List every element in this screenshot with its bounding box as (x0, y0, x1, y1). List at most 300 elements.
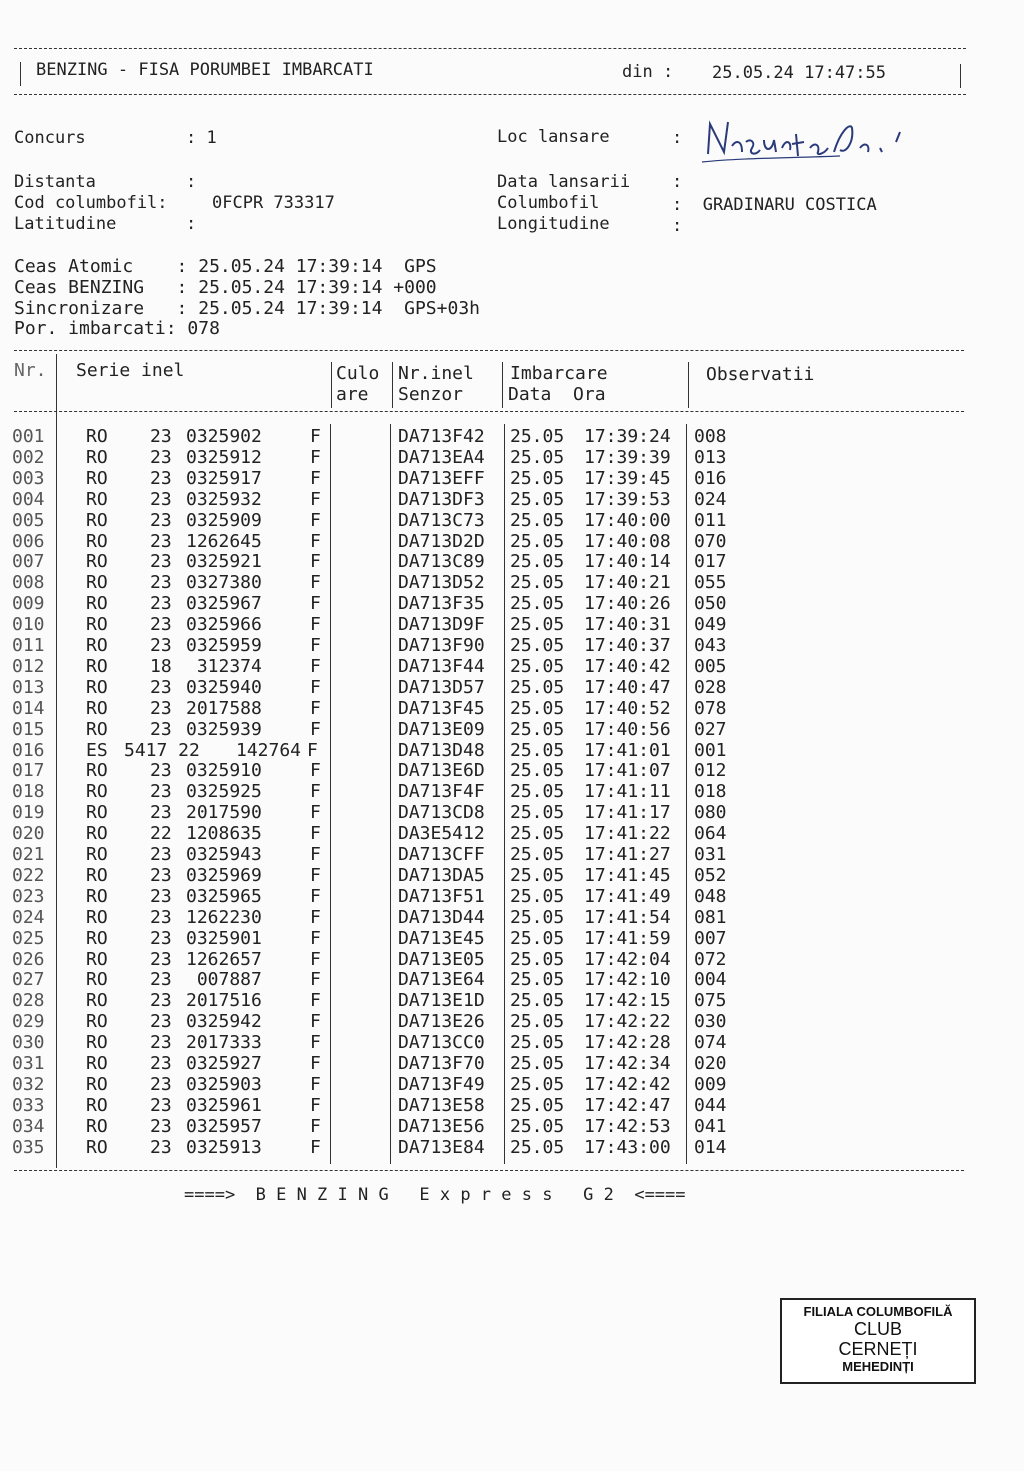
header-senzor: Senzor (398, 384, 464, 405)
cell-inel: 2017588 (186, 697, 262, 719)
cell-an: 23 (150, 467, 172, 489)
cell-nr: 003 (12, 467, 45, 489)
cell-tara: RO (86, 635, 108, 656)
cell-sex: F (310, 655, 321, 677)
cell-inel: 0325925 (186, 781, 262, 803)
cell-ora: 17:41:22 (584, 823, 671, 845)
cell-senzor: DA713E1D (398, 990, 485, 1012)
cell-observatii: 014 (694, 1136, 727, 1158)
cell-sex: F (310, 781, 321, 803)
cell-ora: 17:42:53 (584, 1115, 671, 1137)
longitudine-value: : (672, 216, 683, 236)
cell-senzor: DA713DF3 (398, 488, 485, 510)
cell-tara: RO (86, 676, 108, 698)
cell-senzor: DA713C73 (398, 509, 485, 531)
header-left-bar (20, 62, 21, 86)
cell-tara: RO (86, 969, 108, 991)
cell-observatii: 016 (694, 467, 727, 489)
cell-senzor: DA713EFF (398, 467, 485, 489)
table-row (0, 928, 1024, 949)
cell-ora: 17:40:14 (584, 551, 671, 573)
cell-tara: RO (86, 1136, 108, 1158)
cell-an: 5417 22 (124, 739, 200, 761)
cell-data: 25.05 (510, 781, 565, 803)
table-row (0, 760, 1024, 781)
header-data-ora: Data Ora (508, 384, 606, 405)
loc-lansare-colon: : (672, 128, 683, 148)
cell-ora: 17:41:07 (584, 760, 671, 782)
table-row (0, 740, 1024, 761)
cell-nr: 017 (12, 760, 45, 782)
cell-an: 22 (150, 823, 172, 845)
header-right-bar (960, 64, 961, 88)
cell-an: 23 (150, 781, 172, 803)
header-nr: Nr. (14, 360, 47, 381)
cell-nr: 020 (12, 823, 45, 845)
cell-senzor: DA713E26 (398, 1011, 485, 1033)
cell-nr: 033 (12, 1094, 45, 1116)
cell-tara: RO (86, 823, 108, 845)
cell-ora: 17:39:39 (584, 446, 671, 468)
cell-inel: 0325940 (186, 676, 262, 698)
cell-sex: F (310, 990, 321, 1012)
cell-nr: 028 (12, 990, 45, 1012)
cell-inel: 0325939 (186, 718, 262, 740)
cell-data: 25.05 (510, 906, 565, 928)
cell-observatii: 001 (694, 739, 727, 761)
cell-data: 25.05 (510, 969, 565, 991)
cell-an: 23 (150, 1136, 172, 1158)
cell-an: 23 (150, 593, 172, 615)
table-row (0, 1137, 1024, 1158)
cell-tara: RO (86, 655, 108, 677)
cell-nr: 008 (12, 572, 45, 594)
cell-sex: F (310, 530, 321, 552)
cell-observatii: 007 (694, 927, 727, 949)
col-divider-culoare-header (392, 362, 393, 408)
table-row (0, 823, 1024, 844)
cell-tara: RO (86, 844, 108, 865)
cell-sex: F (310, 1073, 321, 1095)
cell-ora: 17:42:47 (584, 1094, 671, 1116)
footer-benzing-express: ====> B E N Z I N G E x p r e s s G 2 <==== (184, 1185, 686, 1205)
cell-nr: 013 (12, 676, 45, 698)
col-divider-senzor-header (502, 362, 503, 408)
cell-observatii: 048 (694, 885, 727, 907)
cell-nr: 030 (12, 1032, 45, 1054)
cell-data: 25.05 (510, 488, 565, 510)
cell-ora: 17:41:49 (584, 885, 671, 907)
cell-nr: 034 (12, 1115, 45, 1137)
table-row (0, 969, 1024, 990)
distanta-label: Distanta (14, 172, 96, 192)
porumbei-imbarcati-line: Por. imbarcati: 078 (14, 318, 220, 339)
cell-an: 23 (150, 885, 172, 907)
cell-inel: 142764 (236, 739, 302, 761)
cell-observatii: 018 (694, 781, 727, 803)
cell-sex: F (310, 488, 321, 510)
cell-tara: RO (86, 948, 108, 970)
table-row (0, 719, 1024, 740)
cell-tara: RO (86, 530, 108, 552)
cell-observatii: 078 (694, 697, 727, 719)
cell-ora: 17:40:21 (584, 572, 671, 594)
cell-sex: F (310, 1053, 321, 1074)
cell-data: 25.05 (510, 885, 565, 907)
cell-inel: 0325909 (186, 509, 262, 531)
table-row (0, 447, 1024, 468)
cell-nr: 004 (12, 488, 45, 510)
cell-observatii: 027 (694, 718, 727, 740)
stamp-line-4: MEHEDINȚI (842, 1359, 914, 1374)
cell-data: 25.05 (510, 530, 565, 552)
cell-an: 23 (150, 614, 172, 636)
cell-nr: 006 (12, 530, 45, 552)
cell-senzor: DA713D44 (398, 906, 485, 928)
cell-inel: 0325967 (186, 593, 262, 615)
cell-data: 25.05 (510, 739, 565, 761)
cod-columbofil-label: Cod columbofil: (14, 193, 168, 213)
latitudine-label: Latitudine (14, 214, 117, 234)
cell-inel: 0325902 (186, 426, 262, 447)
cell-observatii: 074 (694, 1032, 727, 1054)
data-lansarii-label: Data lansarii (497, 172, 631, 192)
cell-inel: 2017590 (186, 802, 262, 824)
table-row (0, 907, 1024, 928)
cell-data: 25.05 (510, 948, 565, 970)
cell-data: 25.05 (510, 572, 565, 594)
cell-senzor: DA713F35 (398, 593, 485, 615)
cell-data: 25.05 (510, 635, 565, 656)
cell-ora: 17:39:53 (584, 488, 671, 510)
cell-observatii: 009 (694, 1073, 727, 1095)
cell-ora: 17:40:00 (584, 509, 671, 531)
club-stamp (780, 1298, 976, 1384)
cell-an: 23 (150, 1115, 172, 1137)
cell-nr: 012 (12, 655, 45, 677)
cell-an: 23 (150, 802, 172, 824)
cell-an: 23 (150, 509, 172, 531)
table-row (0, 1074, 1024, 1095)
cell-data: 25.05 (510, 446, 565, 468)
cell-sex: F (310, 1032, 321, 1054)
cell-ora: 17:39:45 (584, 467, 671, 489)
cell-inel: 0325942 (186, 1011, 262, 1033)
cell-an: 23 (150, 718, 172, 740)
cell-ora: 17:43:00 (584, 1136, 671, 1158)
cell-observatii: 017 (694, 551, 727, 573)
cell-ora: 17:39:24 (584, 426, 671, 447)
table-row (0, 802, 1024, 823)
cell-data: 25.05 (510, 718, 565, 740)
cell-an: 23 (150, 969, 172, 991)
cell-senzor: DA713F51 (398, 885, 485, 907)
cell-inel: 1262657 (186, 948, 262, 970)
cell-sex: F (310, 1115, 321, 1137)
cell-sex: F (310, 823, 321, 845)
cell-data: 25.05 (510, 697, 565, 719)
cell-tara: RO (86, 614, 108, 636)
cell-sex: F (310, 885, 321, 907)
cell-ora: 17:42:42 (584, 1073, 671, 1095)
cell-ora: 17:41:27 (584, 844, 671, 865)
stamp-line-1: FILIALA COLUMBOFILĂ (803, 1304, 953, 1319)
cell-an: 23 (150, 635, 172, 656)
cell-inel: 2017516 (186, 990, 262, 1012)
cell-data: 25.05 (510, 1011, 565, 1033)
cell-senzor: DA713F4F (398, 781, 485, 803)
concurs-label: Concurs (14, 128, 86, 148)
latitudine-value: : (186, 214, 197, 234)
table-row (0, 531, 1024, 552)
header-nr-inel: Nr.inel (398, 363, 474, 384)
col-divider-serie-header (331, 362, 332, 408)
longitudine-label: Longitudine (497, 214, 610, 234)
cell-ora: 17:42:15 (584, 990, 671, 1012)
cell-an: 23 (150, 1073, 172, 1095)
cell-observatii: 081 (694, 906, 727, 928)
cell-senzor: DA713E84 (398, 1136, 485, 1158)
cell-nr: 018 (12, 781, 45, 803)
cell-observatii: 004 (694, 969, 727, 991)
cell-inel: 0325959 (186, 635, 262, 656)
cell-observatii: 070 (694, 530, 727, 552)
table-row (0, 510, 1024, 531)
cell-tara: ES (86, 739, 108, 761)
table-row (0, 1053, 1024, 1074)
table-row (0, 844, 1024, 865)
cell-data: 25.05 (510, 760, 565, 782)
cell-inel: 0325966 (186, 614, 262, 636)
cell-nr: 010 (12, 614, 45, 636)
cell-sex: F (310, 509, 321, 531)
cell-sex: F (310, 927, 321, 949)
cell-senzor: DA713E64 (398, 969, 485, 991)
cell-ora: 17:41:45 (584, 864, 671, 886)
cell-senzor: DA713CFF (398, 844, 485, 865)
cell-data: 25.05 (510, 426, 565, 447)
cell-observatii: 012 (694, 760, 727, 782)
sincronizare-line: Sincronizare : 25.05.24 17:39:14 GPS+03h (14, 298, 480, 319)
cell-sex: F (310, 1136, 321, 1158)
cell-an: 23 (150, 551, 172, 573)
cod-columbofil-value: 0FCPR 733317 (212, 193, 335, 213)
cell-nr: 016 (12, 739, 45, 761)
cell-inel: 0325932 (186, 488, 262, 510)
cell-inel: 0325957 (186, 1115, 262, 1137)
cell-sex: F (310, 593, 321, 615)
table-row (0, 656, 1024, 677)
cell-data: 25.05 (510, 1032, 565, 1054)
cell-observatii: 055 (694, 572, 727, 594)
cell-nr: 025 (12, 927, 45, 949)
cell-an: 23 (150, 760, 172, 782)
cell-an: 23 (150, 1094, 172, 1116)
table-row (0, 1116, 1024, 1137)
cell-tara: RO (86, 467, 108, 489)
concurs-value: : 1 (186, 128, 217, 148)
ceas-atomic-line: Ceas Atomic : 25.05.24 17:39:14 GPS (14, 256, 437, 277)
table-row (0, 886, 1024, 907)
cell-sex: F (310, 1094, 321, 1116)
cell-data: 25.05 (510, 823, 565, 845)
cell-ora: 17:40:26 (584, 593, 671, 615)
header-culoare-1: Culo (336, 363, 380, 384)
cell-ora: 17:40:08 (584, 530, 671, 552)
cell-observatii: 011 (694, 509, 727, 531)
din-label: din : (622, 62, 674, 82)
cell-data: 25.05 (510, 1136, 565, 1158)
table-row (0, 949, 1024, 970)
cell-an: 23 (150, 572, 172, 594)
cell-nr: 019 (12, 802, 45, 824)
din-value: 25.05.24 17:47:55 (712, 63, 886, 83)
cell-an: 23 (150, 1011, 172, 1033)
cell-senzor: DA713C89 (398, 551, 485, 573)
cell-an: 23 (150, 676, 172, 698)
cell-observatii: 044 (694, 1094, 727, 1116)
header-top-rule (14, 48, 966, 49)
cell-nr: 029 (12, 1011, 45, 1033)
cell-senzor: DA713E09 (398, 718, 485, 740)
cell-observatii: 043 (694, 635, 727, 656)
table-row (0, 635, 1024, 656)
cell-an: 23 (150, 927, 172, 949)
cell-senzor: DA713CC0 (398, 1032, 485, 1054)
table-row (0, 698, 1024, 719)
cell-senzor: DA713EA4 (398, 446, 485, 468)
cell-observatii: 080 (694, 802, 727, 824)
columbofil-value: : GRADINARU COSTICA (672, 195, 877, 215)
cell-tara: RO (86, 1053, 108, 1074)
cell-observatii: 030 (694, 1011, 727, 1033)
cell-nr: 022 (12, 864, 45, 886)
cell-tara: RO (86, 718, 108, 740)
cell-data: 25.05 (510, 614, 565, 636)
cell-observatii: 008 (694, 426, 727, 447)
cell-senzor: DA713CD8 (398, 802, 485, 824)
table-bottom-rule (14, 1170, 964, 1171)
cell-tara: RO (86, 781, 108, 803)
cell-an: 23 (150, 426, 172, 447)
cell-inel: 1208635 (186, 823, 262, 845)
cell-data: 25.05 (510, 990, 565, 1012)
cell-inel: 0325901 (186, 927, 262, 949)
cell-nr: 026 (12, 948, 45, 970)
table-row (0, 572, 1024, 593)
header-bottom-rule (14, 94, 966, 95)
cell-sex: F (310, 969, 321, 991)
cell-senzor: DA713F90 (398, 635, 485, 656)
header-observatii: Observatii (706, 364, 815, 385)
cell-inel: 007887 (186, 969, 262, 991)
table-row (0, 865, 1024, 886)
cell-sex: F (310, 676, 321, 698)
cell-nr: 027 (12, 969, 45, 991)
cell-senzor: DA713E05 (398, 948, 485, 970)
cell-observatii: 064 (694, 823, 727, 845)
cell-tara: RO (86, 1032, 108, 1054)
cell-an: 18 (150, 655, 172, 677)
cell-sex: F (310, 426, 321, 447)
table-row (0, 551, 1024, 572)
cell-senzor: DA713D2D (398, 530, 485, 552)
cell-senzor: DA713DA5 (398, 864, 485, 886)
cell-observatii: 072 (694, 948, 727, 970)
cell-tara: RO (86, 426, 108, 447)
cell-data: 25.05 (510, 864, 565, 886)
cell-nr: 009 (12, 593, 45, 615)
cell-an: 23 (150, 446, 172, 468)
stamp-line-3: CERNEȚI (838, 1339, 918, 1359)
cell-senzor: DA713F44 (398, 655, 485, 677)
cell-an: 23 (150, 990, 172, 1012)
cell-senzor: DA713F49 (398, 1073, 485, 1095)
cell-inel: 0325910 (186, 760, 262, 782)
cell-ora: 17:40:42 (584, 655, 671, 677)
cell-nr: 005 (12, 509, 45, 531)
cell-senzor: DA713F45 (398, 697, 485, 719)
cell-inel: 0325927 (186, 1053, 262, 1074)
table-row (0, 1095, 1024, 1116)
cell-observatii: 024 (694, 488, 727, 510)
cell-ora: 17:40:52 (584, 697, 671, 719)
cell-ora: 17:40:31 (584, 614, 671, 636)
cell-tara: RO (86, 697, 108, 719)
header-serie-inel: Serie inel (76, 360, 185, 381)
cell-data: 25.05 (510, 1053, 565, 1074)
cell-sex: F (307, 739, 318, 761)
cell-ora: 17:41:11 (584, 781, 671, 803)
cell-sex: F (310, 1011, 321, 1033)
cell-data: 25.05 (510, 676, 565, 698)
cell-ora: 17:41:01 (584, 739, 671, 761)
cell-data: 25.05 (510, 927, 565, 949)
cell-tara: RO (86, 446, 108, 468)
data-lansarii-value: : (672, 172, 683, 192)
cell-senzor: DA713F42 (398, 426, 485, 447)
cell-nr: 024 (12, 906, 45, 928)
cell-sex: F (310, 551, 321, 573)
loc-lansare-label: Loc lansare (497, 127, 610, 147)
cell-inel: 0325943 (186, 844, 262, 865)
cell-ora: 17:42:10 (584, 969, 671, 991)
cell-observatii: 028 (694, 676, 727, 698)
cell-an: 23 (150, 530, 172, 552)
cell-sex: F (310, 906, 321, 928)
cell-data: 25.05 (510, 593, 565, 615)
cell-tara: RO (86, 802, 108, 824)
table-row (0, 593, 1024, 614)
cell-senzor: DA713E6D (398, 760, 485, 782)
cell-tara: RO (86, 593, 108, 615)
table-row (0, 990, 1024, 1011)
table-row (0, 677, 1024, 698)
cell-tara: RO (86, 927, 108, 949)
cell-observatii: 005 (694, 655, 727, 677)
cell-senzor: DA713E45 (398, 927, 485, 949)
cell-senzor: DA3E5412 (398, 823, 485, 845)
cell-tara: RO (86, 885, 108, 907)
cell-tara: RO (86, 488, 108, 510)
cell-data: 25.05 (510, 1094, 565, 1116)
cell-ora: 17:40:37 (584, 635, 671, 656)
cell-data: 25.05 (510, 509, 565, 531)
table-row (0, 781, 1024, 802)
cell-nr: 032 (12, 1073, 45, 1095)
cell-nr: 002 (12, 446, 45, 468)
cell-data: 25.05 (510, 467, 565, 489)
